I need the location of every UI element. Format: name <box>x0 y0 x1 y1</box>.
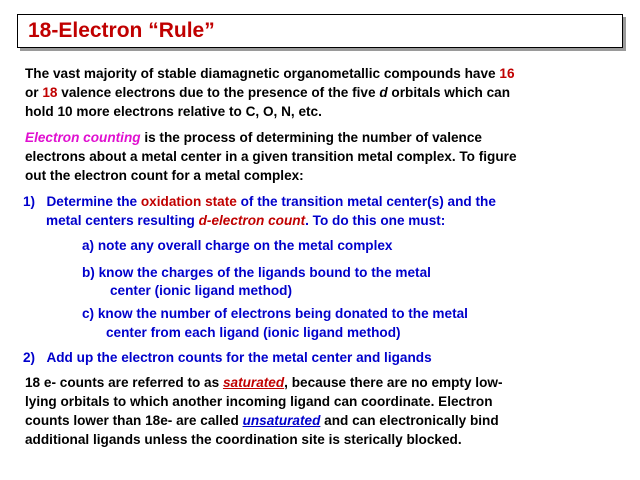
intro-text: orbitals which can <box>387 85 511 100</box>
paragraph-text: lying orbitals to which another incoming ligand can coordinate. Electron <box>25 394 493 409</box>
paragraph-text: electrons about a metal center in a given transition metal complex. To figure <box>25 149 517 164</box>
intro-paragraph <box>25 64 625 121</box>
step-number: 2) <box>23 350 36 365</box>
step-text: of the transition metal center(s) and the <box>236 194 496 209</box>
saturation-paragraph <box>25 373 625 449</box>
paragraph-text: additional ligands unless the coordination site is sterically blocked. <box>25 432 462 447</box>
step-1 <box>23 192 623 230</box>
sub-step-b-line1: b) know the charges of the ligands bound to the metal <box>82 265 431 280</box>
intro-text: valence electrons due to the presence of the five <box>57 85 380 100</box>
electron-counting-term: Electron counting <box>25 130 141 145</box>
intro-text: hold 10 more electrons relative to C, O, N, etc. <box>25 104 322 119</box>
count-18: 18 <box>42 85 58 100</box>
paragraph-text: counts lower than 18e- are called <box>25 413 243 428</box>
paragraph-text: , because there are no empty low- <box>284 375 503 390</box>
count-16: 16 <box>499 66 515 81</box>
intro-text: or <box>25 85 43 100</box>
step-number: 1) <box>23 194 36 209</box>
paragraph-text: 18 e- counts are referred to as <box>25 375 223 390</box>
sub-step-c-line2: center from each ligand (ionic ligand method) <box>106 325 401 340</box>
sub-step-a: a) note any overall charge on the metal complex <box>82 238 393 253</box>
d-electron-count-term: d-electron count <box>198 213 306 228</box>
step-text: metal centers resulting <box>46 213 199 228</box>
paragraph-text: is the process of determining the number of valence <box>140 130 482 145</box>
paragraph-text: out the electron count for a metal complex: <box>25 168 304 183</box>
intro-text: The vast majority of stable diamagnetic organometallic compounds have <box>25 66 500 81</box>
oxidation-state-term: oxidation state <box>140 194 237 209</box>
step-text: Add up the electron counts for the metal center and ligands <box>46 350 432 365</box>
unsaturated-term: unsaturated <box>242 413 321 428</box>
sub-step-c-line1: c) know the number of electrons being donated to the metal <box>82 306 468 321</box>
d-orbital-letter: d <box>379 85 388 100</box>
title-box <box>17 14 623 48</box>
step-2 <box>23 348 623 367</box>
electron-counting-paragraph <box>25 128 625 185</box>
slide-title: 18-Electron “Rule” <box>28 19 215 42</box>
paragraph-text: and can electronically bind <box>320 413 499 428</box>
sub-step-b-line2: center (ionic ligand method) <box>110 283 293 298</box>
saturated-term: saturated <box>222 375 285 390</box>
step-text: . To do this one must: <box>305 213 446 228</box>
step-text: Determine the <box>46 194 141 209</box>
